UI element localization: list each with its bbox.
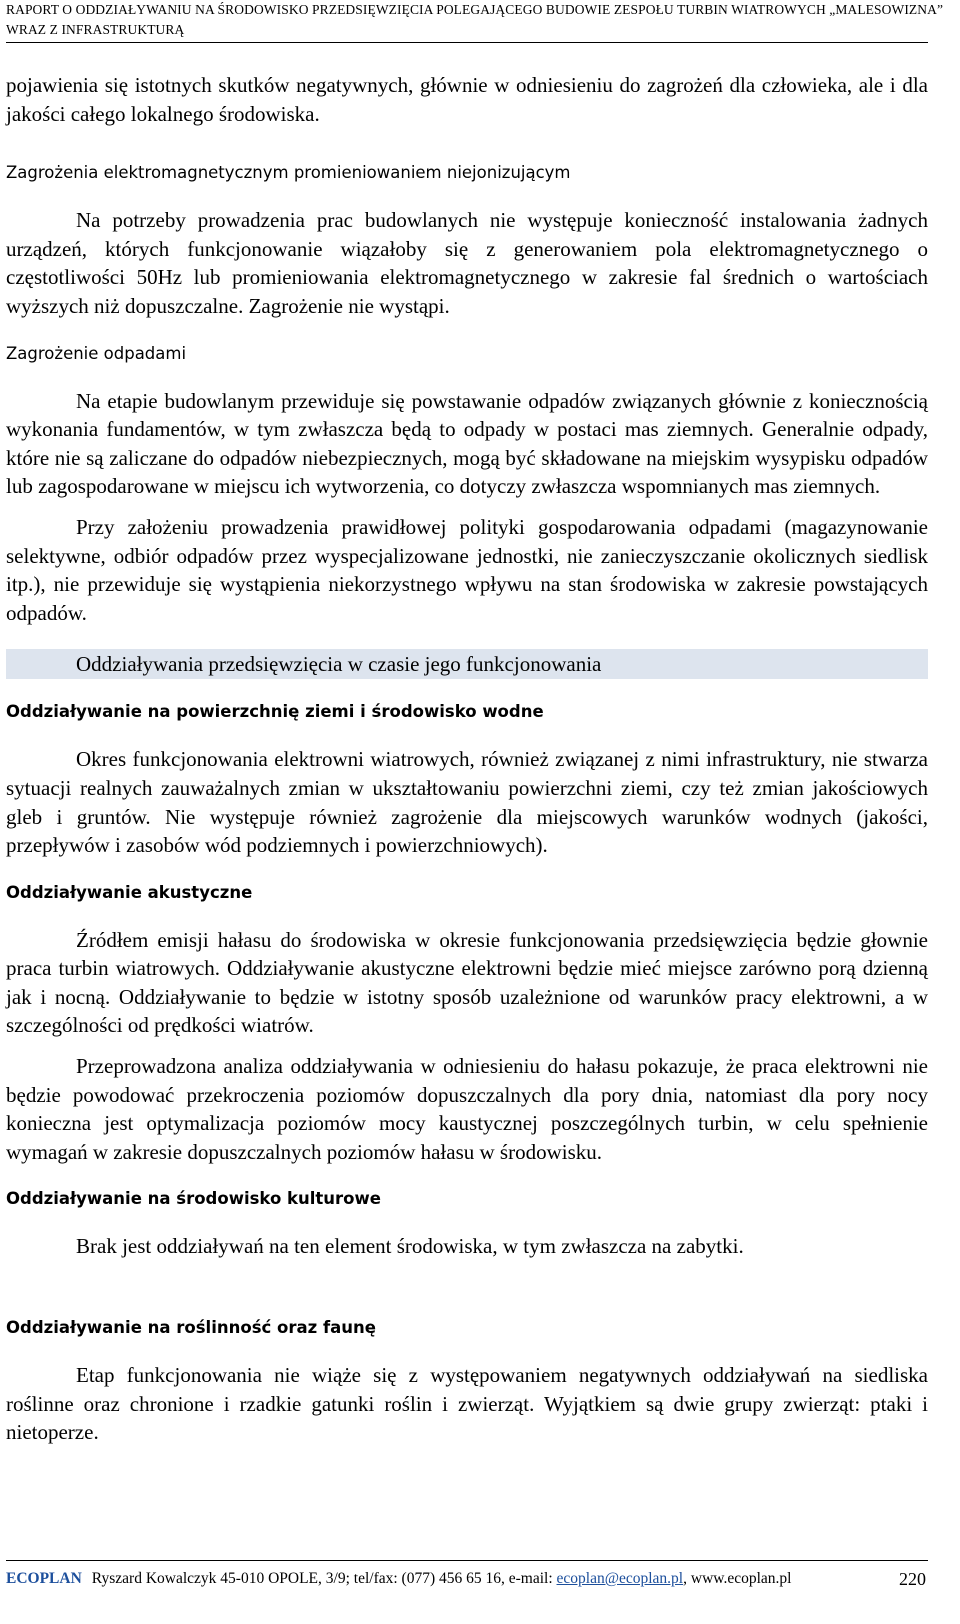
running-header-line-1: RAPORT O ODDZIAŁYWANIU NA ŚRODOWISKO PRZEDSIĘWZIĘCIA POLEGAJĄCEGO BUDOWIE ZESPOŁU TURBIN WIATROWYCH „MALESOWIZNA” [6, 2, 944, 17]
page-content [6, 71, 928, 1447]
footer-brand: ECOPLAN [6, 1570, 82, 1587]
paragraph-continuation: pojawienia się istotnych skutków negatywnych, głównie w odniesieniu do zagrożeń dla człowieka, ale i dla jakości całego lokalnego środowiska. [6, 73, 928, 126]
paragraph-waste-2: Przy założeniu prowadzenia prawidłowej polityki gospodarowania odpadami (magazynowanie selektywne, odbiór odpadów przez wyspecjalizowane jednostki, nie zanieczyszczanie okolicznych siedlisk itp.), nie przewiduje się wystąpienia niekorzystnego wpływu na stan środowiska w zakresie powstających odpadów. [6, 514, 928, 625]
paragraph-flora-fauna: Etap funkcjonowania nie wiąże się z występowaniem negatywnych oddziaływań na siedliska roślinne oraz chronione i rzadkie gatunki roślin i zwierząt. Wyjątkiem są dwie grupy zwierząt: ptaki i nietoperze. [6, 1363, 928, 1445]
paragraph-waste-1: Na etapie budowlanym przewiduje się powstawanie odpadów związanych głównie z koniecznością wykonania fundamentów, w tym zwłaszcza będą to odpady w postaci mas ziemnych. Generalnie odpady, które nie są zaliczane do odpadów niebezpiecznych, mogą być składowane na miejskim wysypisku odpadów lub zagospodarowane w miejscu ich wytworzenia, co dotyczy zwłaszcza wspomnianych mas ziemnych. [6, 388, 928, 499]
heading-electromagnetic-hazard: Zagrożenia elektromagnetycznym promieniowaniem niejonizującym [6, 163, 571, 183]
paragraph-surface-water: Okres funkcjonowania elektrowni wiatrowych, również związanej z nimi infrastruktury, nie stwarza sytuacji realnych zauważalnych zmian w ukształtowaniu powierzchni ziemi, czy też zmian jakościowych gleb i gruntów. Nie występuje również zagrożenie dla miejscowych warunków wodnych (jakości, przepływów i zasobów wód podziemnych i powierzchniowych). [6, 747, 928, 858]
paragraph-cultural-environment: Brak jest oddziaływań na ten element środowiska, w tym zwłaszcza na zabytki. [76, 1234, 744, 1259]
heading-cultural-environment: Oddziaływanie na środowisko kulturowe [6, 1189, 381, 1209]
paragraph-electromagnetic: Na potrzeby prowadzenia prac budowlanych nie występuje konieczność instalowania żadnych urządzeń, których funkcjonowanie wiązałoby się z generowaniem pola elektromagnetycznego o częstotliwości 50Hz lub promieniowania elektromagnetycznego w zakresie fal średnich o wartościach wyższych niż dopuszczalne. Zagrożenie nie wystąpi. [6, 208, 928, 318]
section-title-operation-phase: Oddziaływania przedsięwzięcia w czasie jego funkcjonowania [6, 649, 928, 679]
paragraph-acoustic-2: Przeprowadzona analiza oddziaływania w odniesieniu do hałasu pokazuje, że praca elektrowni nie będzie powodować przekroczenia poziomów dopuszczalnych dla pory dnia, natomiast dla pory nocy konieczna jest optymalizacja poziomów mocy kaustycznej poszczególnych turbin, w celu spełnienie wymagań w zakresie dopuszczalnych poziomów hałasu w środowisku. [6, 1054, 928, 1164]
paragraph-acoustic-1: Źródłem emisji hałasu do środowiska w okresie funkcjonowania przedsięwzięcia będzie głownie praca turbin wiatrowych. Oddziaływanie akustyczne elektrowni będzie mieć miejsce zarówno porą dzienną jak i nocną. Oddziaływanie to będzie w istotny sposób uzależnione od warunków pracy elektrowni, a w szczególności od prędkości wiatrów. [6, 927, 928, 1038]
running-header [6, 0, 944, 43]
running-header-line-2: WRAZ Z INFRASTRUKTURĄ [6, 22, 185, 37]
heading-acoustic: Oddziaływanie akustyczne [6, 882, 253, 902]
page-footer [6, 1560, 928, 1589]
page-number: 220 [899, 1569, 926, 1589]
heading-flora-fauna: Oddziaływanie na roślinność oraz faunę [6, 1318, 376, 1338]
footer-website: , www.ecoplan.pl [683, 1570, 792, 1587]
heading-surface-water: Oddziaływanie na powierzchnię ziemi i środowisko wodne [6, 702, 544, 722]
footer-contact: Ryszard Kowalczyk 45-010 OPOLE, 3/9; tel/fax: (077) 456 65 16, e-mail: [91, 1570, 557, 1587]
footer-email-link[interactable]: ecoplan@ecoplan.pl [556, 1570, 684, 1587]
heading-waste-hazard: Zagrożenie odpadami [6, 343, 187, 363]
